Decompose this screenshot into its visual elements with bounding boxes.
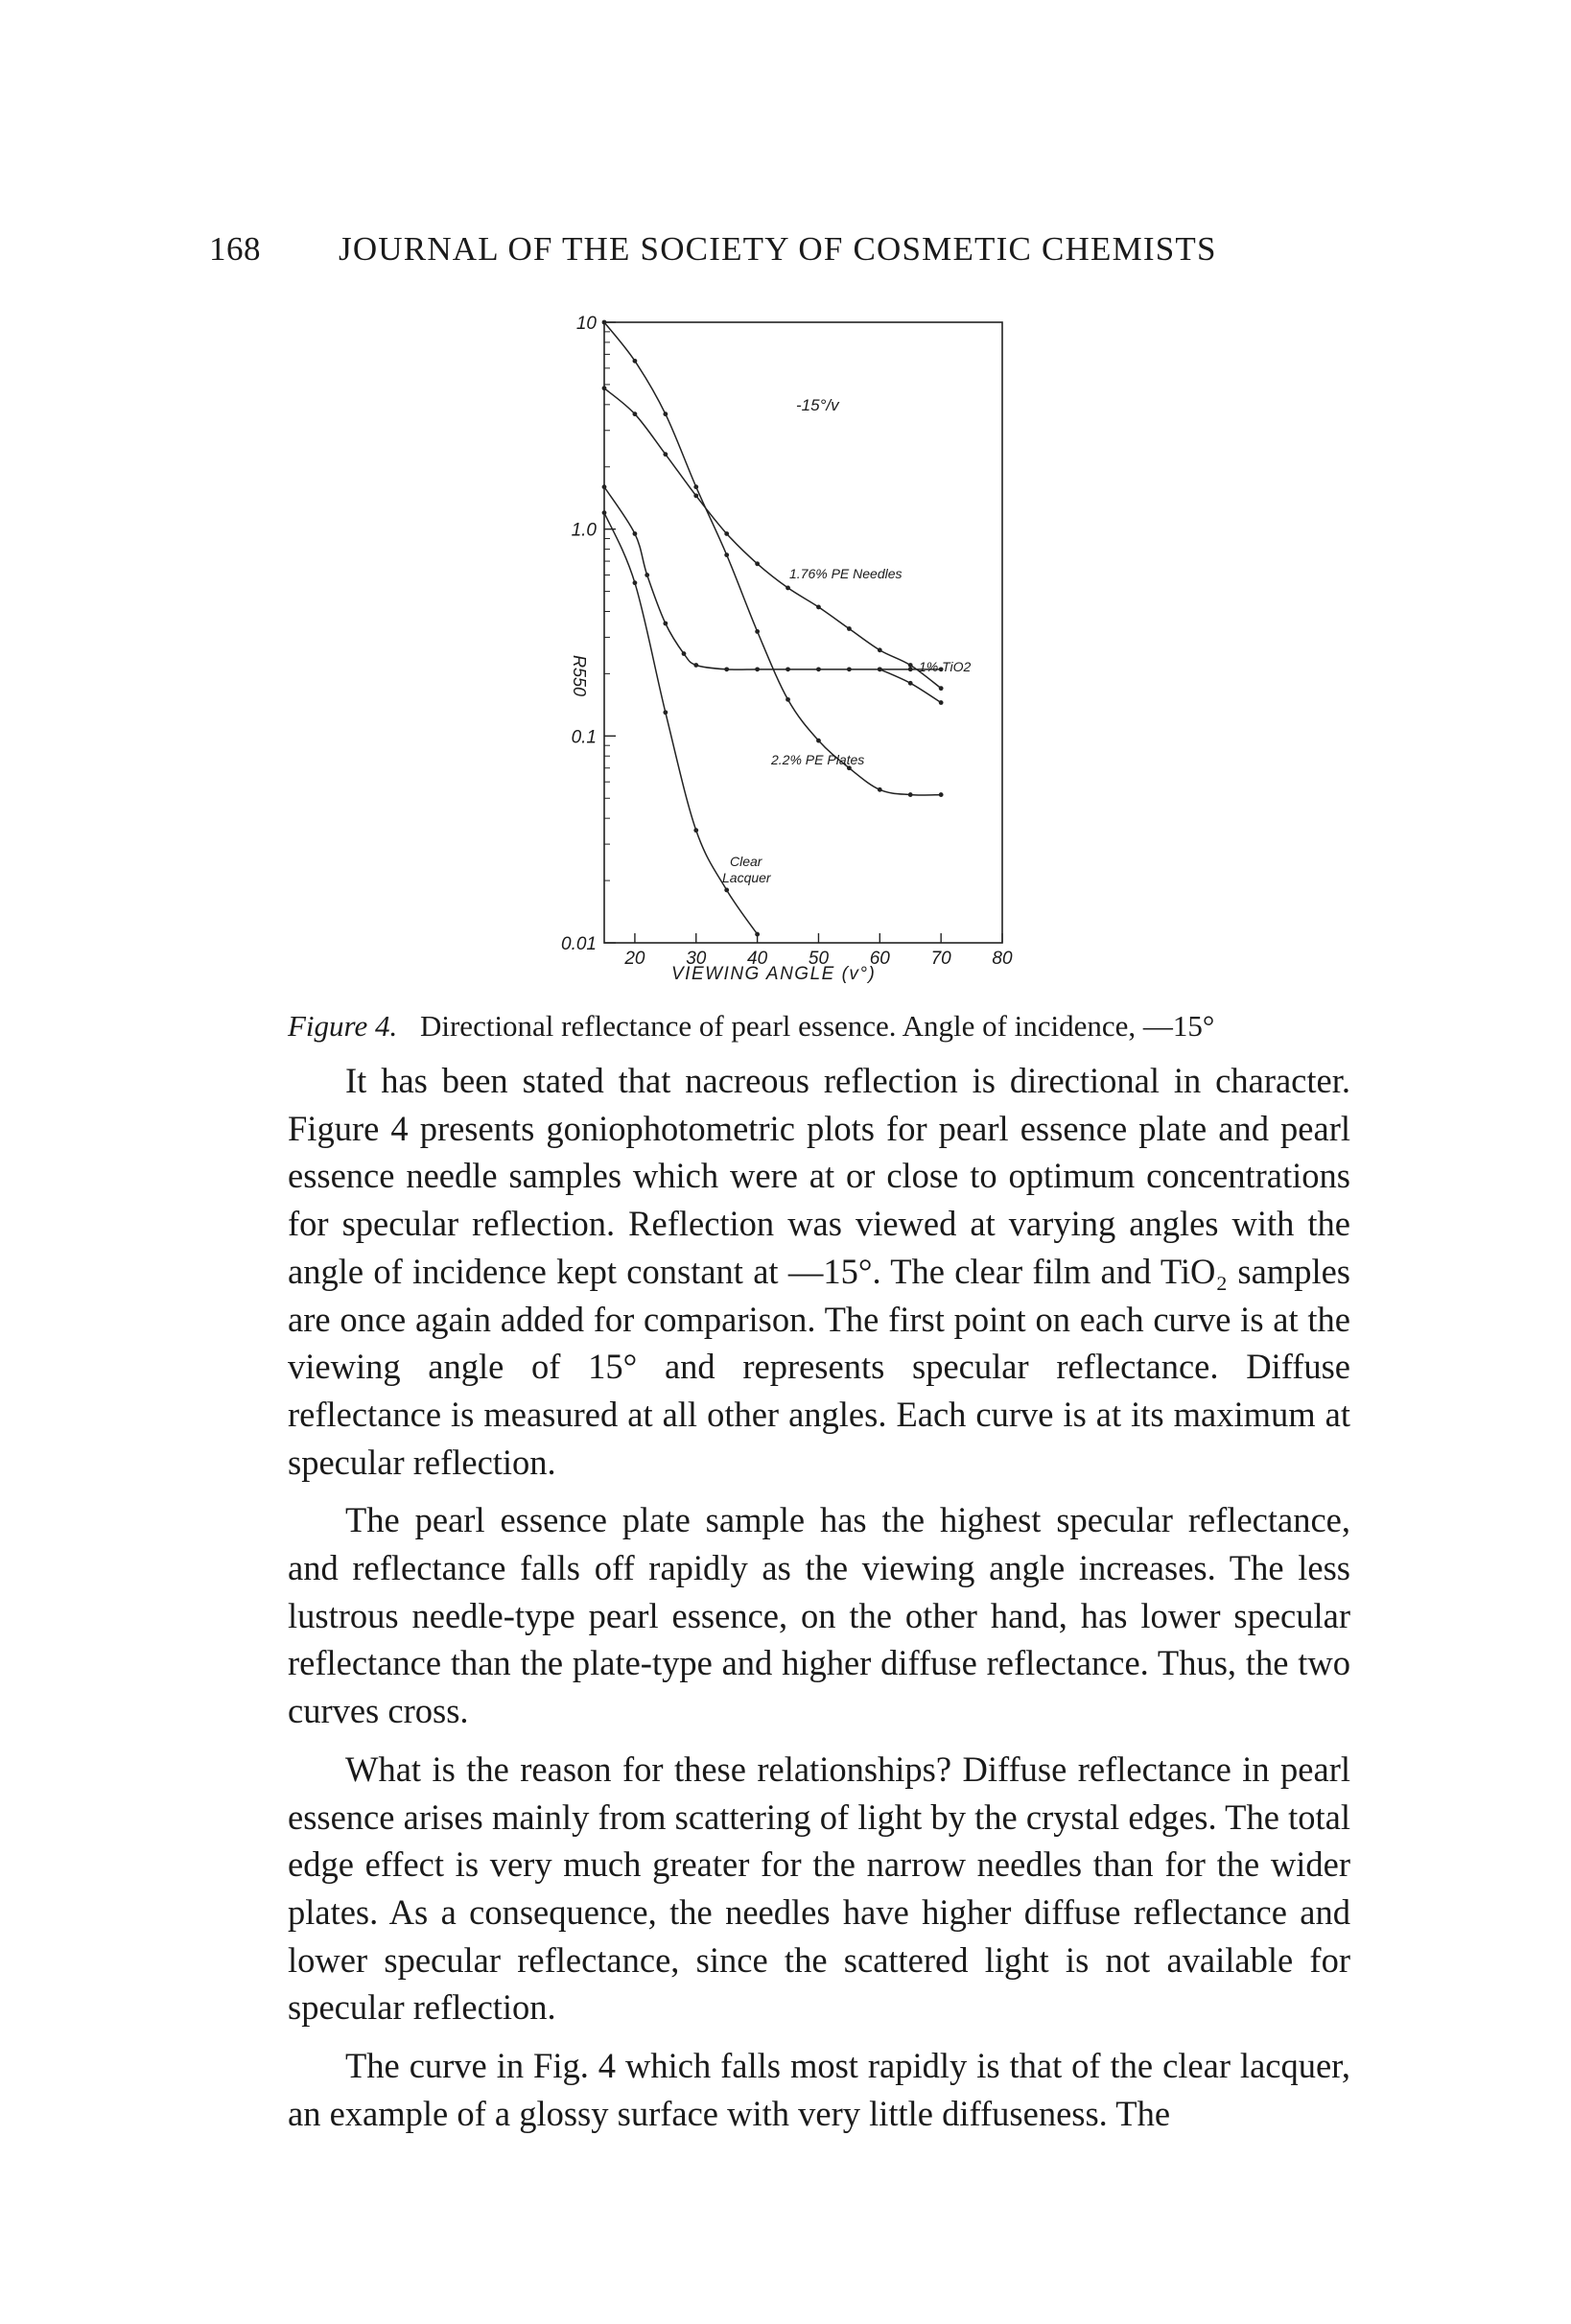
- paragraph: The curve in Fig. 4 which falls most rapidly is that of the clear lacquer, an example of a glossy surface with very little diffuseness. The: [288, 2046, 1350, 2133]
- page-number: 168: [209, 230, 261, 268]
- x-tick-label: 70: [930, 949, 951, 969]
- data-point: [755, 561, 760, 566]
- data-point: [847, 667, 852, 671]
- data-point: [724, 667, 729, 671]
- data-point: [693, 663, 698, 668]
- y-tick-label: 1.0: [571, 520, 597, 541]
- data-point: [786, 667, 790, 671]
- data-point: [663, 622, 668, 626]
- series-line-0: [604, 322, 941, 795]
- data-point: [878, 647, 882, 652]
- y-tick-label: 0.01: [561, 934, 597, 954]
- x-tick-label: 50: [808, 949, 830, 969]
- paragraph: It has been stated that nacreous reflection is directional in character. Figure 4 presents goniophotometric plots for pearl essence plate and pearl essence needle samples which were at or close to optimum concentrations for specular reflection. Reflection was viewed at varying angles with the angle of incidence kept constant at —15°. The clear film and TiO₂ samples are once again added for comparison. The first point on each curve is at the viewing angle of 15° and represents specular reflectance. Diffuse reflectance is measured at all other angles. Each curve is at its maximum at specular reflection.: [288, 1061, 1350, 1482]
- data-point: [816, 739, 821, 743]
- page-header: [209, 230, 1370, 278]
- data-point: [724, 888, 729, 893]
- figure-caption-text: Directional reflectance of pearl essence. Angle of incidence, —15°: [419, 1009, 1215, 1043]
- label-clear: Clear: [730, 854, 762, 869]
- data-point: [908, 681, 913, 686]
- data-point: [663, 411, 668, 416]
- body-text: [288, 1057, 1350, 2148]
- data-point: [602, 510, 607, 515]
- data-point: [663, 710, 668, 715]
- data-point: [755, 932, 760, 937]
- data-point: [682, 651, 687, 656]
- data-point: [633, 359, 638, 364]
- axis-ticks: [561, 314, 1013, 969]
- data-point: [908, 663, 913, 668]
- data-point: [755, 629, 760, 634]
- data-point: [939, 700, 944, 705]
- x-tick-label: 30: [686, 949, 707, 969]
- label-plates: 2.2% PE Plates: [771, 752, 865, 767]
- data-point: [724, 552, 729, 557]
- chart-title: -15°/v: [796, 396, 839, 414]
- label-tio2: 1% TiO2: [919, 659, 972, 674]
- data-point: [645, 573, 649, 577]
- data-point: [633, 580, 638, 585]
- series-layer: [602, 320, 944, 937]
- series-line-1: [604, 388, 941, 689]
- paragraph: What is the reason for these relationships? Diffuse reflectance in pearl essence arises mainly from scattering of light by the crystal edges. The total edge effect is very much greater for the narrow needles than for the wider plates. As a consequence, the needles have higher diffuse reflectance and lower specular reflectance, since the scattered light is not available for specular reflection.: [288, 1749, 1350, 2028]
- y-tick-label: 0.1: [571, 727, 597, 748]
- data-point: [816, 605, 821, 610]
- data-point: [602, 320, 607, 325]
- y-axis-label: R550: [570, 655, 589, 697]
- x-tick-label: 20: [624, 949, 645, 969]
- series-line-3: [879, 669, 941, 703]
- x-axis-label: VIEWING ANGLE (v°): [671, 964, 877, 984]
- data-point: [663, 452, 668, 457]
- data-point: [786, 697, 790, 702]
- data-point: [878, 667, 882, 671]
- figure-label: Figure 4.: [288, 1009, 398, 1043]
- journal-title: JOURNAL OF THE SOCIETY OF COSMETIC CHEMISTS: [339, 230, 1217, 268]
- figure-caption: [288, 1009, 1381, 1044]
- y-tick-label: 10: [575, 314, 597, 334]
- data-point: [693, 828, 698, 833]
- x-tick-label: 60: [869, 949, 890, 969]
- data-point: [755, 667, 760, 671]
- data-point: [602, 386, 607, 390]
- data-point: [633, 411, 638, 416]
- data-point: [847, 626, 852, 631]
- data-point: [816, 667, 821, 671]
- data-point: [633, 531, 638, 536]
- data-point: [693, 493, 698, 498]
- data-point: [939, 792, 944, 797]
- paragraph: The pearl essence plate sample has the highest specular reflectance, and reflectance falls off rapidly as the viewing angle increases. The less lustrous needle-type pearl essence, on the other hand, has lower specular reflectance than the plate-type and higher diffuse reflectance. Thus, the two curves cross.: [288, 1500, 1350, 1731]
- data-point: [939, 686, 944, 691]
- data-point: [724, 531, 729, 536]
- data-point: [908, 667, 913, 671]
- data-point: [786, 586, 790, 591]
- figure-4-chart: [518, 315, 1055, 1005]
- label-needles: 1.76% PE Needles: [789, 566, 903, 581]
- x-tick-label: 80: [992, 949, 1013, 969]
- label-lacquer: Lacquer: [722, 870, 771, 885]
- data-point: [602, 484, 607, 489]
- data-point: [878, 787, 882, 792]
- data-point: [908, 792, 913, 797]
- data-point: [693, 484, 698, 489]
- x-tick-label: 40: [747, 949, 768, 969]
